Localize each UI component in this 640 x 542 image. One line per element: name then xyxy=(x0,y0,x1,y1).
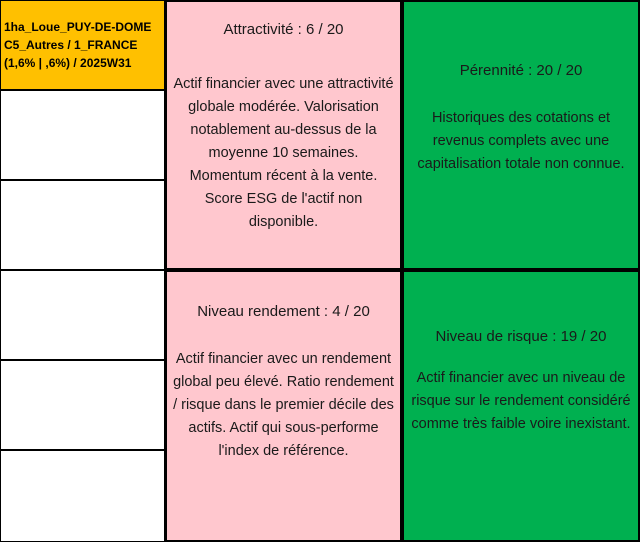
perennite-text: Historiques des cotations et revenus complets avec une capitalisation totale non connue. xyxy=(417,110,625,172)
asset-period: (1,6% | ,6%) / 2025W31 xyxy=(4,56,132,70)
rendement-cell xyxy=(165,270,402,542)
blank-cell xyxy=(0,180,165,270)
perennite-title: Pérennité : 20 / 20 xyxy=(459,62,583,79)
rendement-text: Actif financier avec un rendement global peu élevé. Ratio rendement / risque dans le premier décile des actifs. Actif qui sous-performe l'index de référence. xyxy=(173,351,394,459)
blank-cell xyxy=(0,450,165,542)
blank-cell xyxy=(0,90,165,180)
attractivite-text: Actif financier avec une attractivité globale modérée. Valorisation notablement au-dessus de la moyenne 10 semaines. Momentum récent à la vente. Score ESG de l'actif non disponible. xyxy=(173,76,394,230)
asset-category: C5_Autres / 1_FRANCE xyxy=(4,38,138,52)
risque-title: Niveau de risque : 19 / 20 xyxy=(435,328,607,345)
asset-name: 1ha_Loue_PUY-DE-DOME xyxy=(4,20,152,34)
blank-cell xyxy=(0,270,165,360)
blank-cell xyxy=(0,360,165,450)
rendement-title: Niveau rendement : 4 / 20 xyxy=(197,303,370,320)
risque-cell xyxy=(402,270,640,542)
asset-identifier-cell xyxy=(0,0,165,90)
attractivite-cell xyxy=(165,0,402,270)
perennite-cell xyxy=(402,0,640,270)
risque-text: Actif financier avec un niveau de risque sur le rendement considéré comme très faible voire inexistant. xyxy=(411,370,631,432)
attractivite-title: Attractivité : 6 / 20 xyxy=(223,21,344,38)
